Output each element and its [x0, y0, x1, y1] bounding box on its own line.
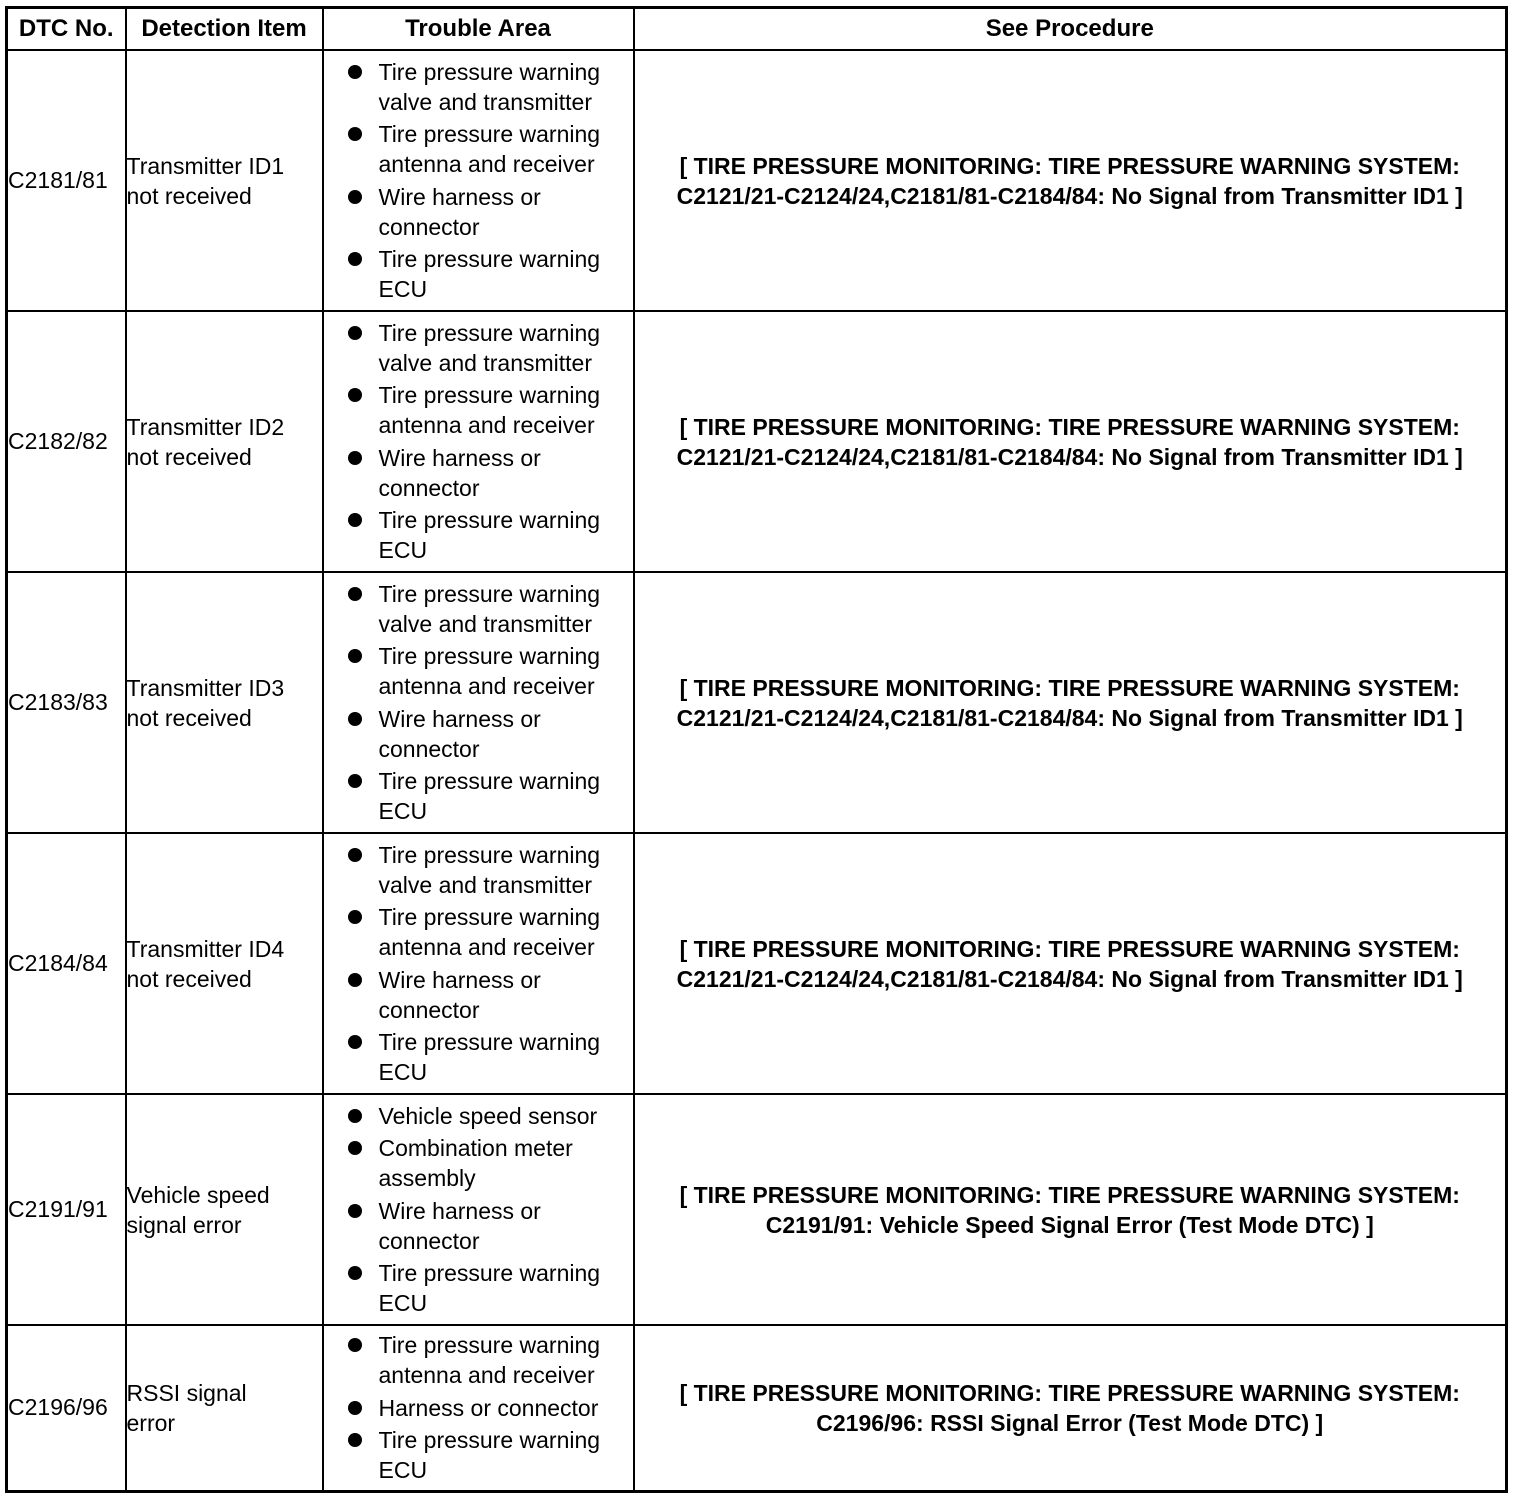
procedure-link[interactable] — [634, 50, 1507, 311]
bullet-line: valve and transmitter — [378, 871, 592, 898]
detection-item-line: not received — [126, 182, 252, 209]
procedure-line: [ TIRE PRESSURE MONITORING: TIRE PRESSURE WARNING SYSTEM: — [679, 1379, 1460, 1406]
detection-item-line: Transmitter ID4 — [126, 935, 285, 962]
bullet-line: Tire pressure warning — [378, 1427, 601, 1454]
bullet-line: antenna and receiver — [378, 934, 595, 961]
procedure-line: [ TIRE PRESSURE MONITORING: TIRE PRESSURE WARNING SYSTEM: — [679, 152, 1460, 179]
table-row — [7, 50, 1507, 311]
detection-item — [126, 50, 323, 311]
table-row — [7, 1094, 1507, 1325]
detection-item-line: Transmitter ID2 — [126, 413, 285, 440]
bullet-line: ECU — [378, 1059, 428, 1086]
bullet-line: antenna and receiver — [378, 673, 595, 700]
bullet-line: Wire harness or — [378, 183, 541, 210]
detection-item — [126, 572, 323, 833]
bullet-line: Tire pressure warning — [378, 768, 601, 795]
bullet-line: assembly — [378, 1165, 476, 1192]
procedure-line: C2121/21-C2124/24,C2181/81-C2184/84: No Signal from Transmitter ID1 ] — [676, 182, 1463, 209]
trouble-area-bullet — [324, 318, 627, 378]
header-row — [7, 8, 1507, 51]
trouble-area-list — [324, 1330, 633, 1485]
trouble-area — [323, 833, 634, 1094]
procedure-line: C2121/21-C2124/24,C2181/81-C2184/84: No Signal from Transmitter ID1 ] — [676, 704, 1463, 731]
dtc-code: C2191/91 — [7, 1094, 126, 1325]
bullet-line: valve and transmitter — [378, 349, 592, 376]
dtc-table — [5, 6, 1508, 1493]
bullet-line: ECU — [378, 537, 428, 564]
header-dtc-no: DTC No. — [7, 8, 126, 51]
procedure-link[interactable] — [634, 1325, 1507, 1491]
trouble-area-bullet — [324, 1027, 627, 1087]
trouble-area-bullet — [324, 766, 627, 826]
detection-item-line: not received — [126, 704, 252, 731]
trouble-area-bullet — [324, 1330, 627, 1390]
bullet-line: connector — [378, 1227, 480, 1254]
procedure-line: [ TIRE PRESSURE MONITORING: TIRE PRESSURE WARNING SYSTEM: — [679, 413, 1460, 440]
trouble-area-bullet — [324, 119, 627, 179]
detection-item-line: signal error — [126, 1211, 242, 1238]
bullet-line: connector — [378, 213, 480, 240]
trouble-area-bullet — [324, 840, 627, 900]
trouble-area-bullet — [324, 1258, 627, 1318]
table-row — [7, 311, 1507, 572]
detection-item-line: not received — [126, 965, 252, 992]
bullet-line: Vehicle speed sensor — [378, 1102, 598, 1129]
trouble-area — [323, 572, 634, 833]
trouble-area — [323, 1094, 634, 1325]
trouble-area-bullet — [324, 902, 627, 962]
bullet-line: Tire pressure warning — [378, 319, 601, 346]
bullet-line: Tire pressure warning — [378, 121, 601, 148]
trouble-area-bullet — [324, 57, 627, 117]
header-trouble-area: Trouble Area — [323, 8, 634, 51]
procedure-line: C2191/91: Vehicle Speed Signal Error (Test Mode DTC) ] — [765, 1211, 1374, 1238]
bullet-line: Tire pressure warning — [378, 841, 601, 868]
bullet-line: valve and transmitter — [378, 88, 592, 115]
bullet-line: Tire pressure warning — [378, 1332, 601, 1359]
bullet-line: Wire harness or — [378, 444, 541, 471]
detection-item-line: Transmitter ID1 — [126, 152, 285, 179]
bullet-line: Harness or connector — [378, 1394, 599, 1421]
bullet-line: antenna and receiver — [378, 1362, 595, 1389]
bullet-line: ECU — [378, 1290, 428, 1317]
trouble-area-bullet — [324, 579, 627, 639]
bullet-line: Combination meter — [378, 1135, 573, 1162]
trouble-area-bullet — [324, 505, 627, 565]
bullet-line: Tire pressure warning — [378, 904, 601, 931]
table-row — [7, 1325, 1507, 1491]
detection-item — [126, 311, 323, 572]
table-row — [7, 833, 1507, 1094]
detection-item-line: Vehicle speed — [126, 1181, 270, 1208]
trouble-area-list — [324, 840, 633, 1088]
procedure-link[interactable] — [634, 1094, 1507, 1325]
trouble-area-bullet — [324, 704, 627, 764]
bullet-line: Wire harness or — [378, 1197, 541, 1224]
bullet-line: Tire pressure warning — [378, 382, 601, 409]
bullet-line: Tire pressure warning — [378, 246, 601, 273]
bullet-line: valve and transmitter — [378, 610, 592, 637]
trouble-area-bullet — [324, 182, 627, 242]
detection-item — [126, 1325, 323, 1491]
procedure-link[interactable] — [634, 833, 1507, 1094]
procedure-link[interactable] — [634, 572, 1507, 833]
trouble-area-list — [324, 1101, 633, 1319]
detection-item — [126, 833, 323, 1094]
bullet-line: Tire pressure warning — [378, 1029, 601, 1056]
detection-item-line: error — [126, 1409, 176, 1436]
bullet-line: ECU — [378, 1457, 428, 1484]
trouble-area — [323, 1325, 634, 1491]
bullet-line: connector — [378, 996, 480, 1023]
dtc-code: C2181/81 — [7, 50, 126, 311]
procedure-line: [ TIRE PRESSURE MONITORING: TIRE PRESSURE WARNING SYSTEM: — [679, 674, 1460, 701]
procedure-link[interactable] — [634, 311, 1507, 572]
bullet-line: Tire pressure warning — [378, 1260, 601, 1287]
bullet-line: Tire pressure warning — [378, 507, 601, 534]
dtc-code: C2184/84 — [7, 833, 126, 1094]
dtc-code: C2183/83 — [7, 572, 126, 833]
trouble-area-list — [324, 57, 633, 305]
procedure-line: C2196/96: RSSI Signal Error (Test Mode DTC) ] — [816, 1409, 1324, 1436]
procedure-line: [ TIRE PRESSURE MONITORING: TIRE PRESSURE WARNING SYSTEM: — [679, 935, 1460, 962]
bullet-line: Wire harness or — [378, 966, 541, 993]
trouble-area-bullet — [324, 1196, 627, 1256]
bullet-line: connector — [378, 735, 480, 762]
bullet-line: antenna and receiver — [378, 412, 595, 439]
trouble-area-list — [324, 318, 633, 566]
header-detection-item: Detection Item — [126, 8, 323, 51]
trouble-area-bullet — [324, 641, 627, 701]
bullet-line: Wire harness or — [378, 705, 541, 732]
trouble-area-bullet — [324, 244, 627, 304]
trouble-area — [323, 50, 634, 311]
trouble-area-bullet — [324, 1393, 627, 1423]
bullet-line: ECU — [378, 276, 428, 303]
detection-item-line: RSSI signal — [126, 1379, 247, 1406]
trouble-area — [323, 311, 634, 572]
detection-item — [126, 1094, 323, 1325]
trouble-area-bullet — [324, 443, 627, 503]
bullet-line: antenna and receiver — [378, 151, 595, 178]
procedure-line: C2121/21-C2124/24,C2181/81-C2184/84: No Signal from Transmitter ID1 ] — [676, 965, 1463, 992]
procedure-line: C2121/21-C2124/24,C2181/81-C2184/84: No Signal from Transmitter ID1 ] — [676, 443, 1463, 470]
trouble-area-bullet — [324, 1425, 627, 1485]
bullet-line: Tire pressure warning — [378, 643, 601, 670]
trouble-area-bullet — [324, 1133, 627, 1193]
dtc-code: C2182/82 — [7, 311, 126, 572]
table-row — [7, 572, 1507, 833]
trouble-area-list — [324, 579, 633, 827]
bullet-line: Tire pressure warning — [378, 580, 601, 607]
bullet-line: ECU — [378, 798, 428, 825]
trouble-area-bullet — [324, 380, 627, 440]
trouble-area-bullet — [324, 965, 627, 1025]
trouble-area-bullet — [324, 1101, 627, 1131]
bullet-line: connector — [378, 474, 480, 501]
header-see-procedure: See Procedure — [634, 8, 1507, 51]
bullet-line: Tire pressure warning — [378, 58, 601, 85]
detection-item-line: Transmitter ID3 — [126, 674, 285, 701]
dtc-code: C2196/96 — [7, 1325, 126, 1491]
procedure-line: [ TIRE PRESSURE MONITORING: TIRE PRESSURE WARNING SYSTEM: — [679, 1181, 1460, 1208]
detection-item-line: not received — [126, 443, 252, 470]
